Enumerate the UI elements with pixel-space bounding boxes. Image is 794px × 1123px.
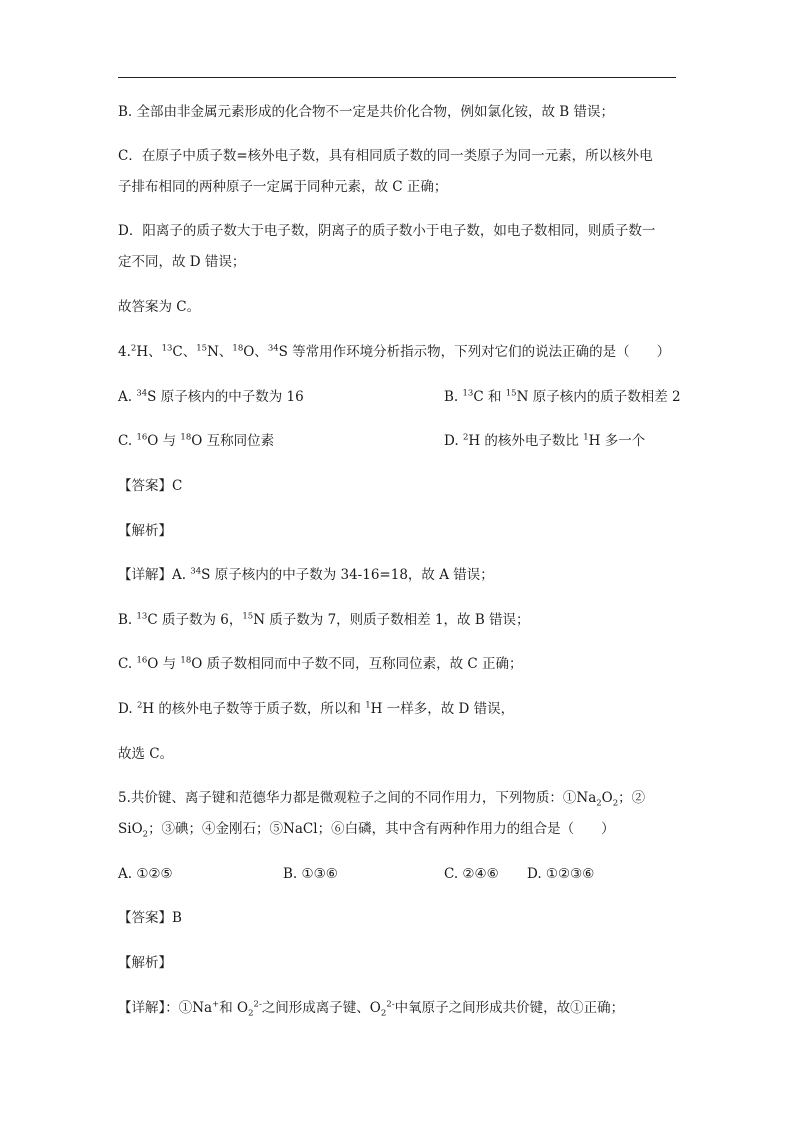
- q5-analysis-heading: 【解析】: [118, 955, 172, 971]
- q3-option-c-explanation-line1: C．在原子中质子数=核外电子数，具有相同质子数的同一类原子为同一元素，所以核外电: [118, 148, 653, 164]
- q5-stem-line1: 5.共价键、离子键和范德华力都是微观粒子之间的不同作用力，下列物质：$①Na_2O_2$；②: [118, 790, 646, 809]
- q5-option-b: B. ①③⑥: [283, 866, 338, 882]
- q4-explanation-b: B. $^{13}$C 质子数为 6，$^{15}$N 质子数为 7，则质子数相差 1，故 B 错误；: [118, 611, 530, 628]
- q4-option-a: A. $^{34}$S 原子核内的中子数为 16: [118, 388, 304, 405]
- q4-explanation-c: C. $^{16}$O 与 $^{18}$O 质子数相同而中子数不同，互称同位素，故 C 正确；: [118, 655, 523, 672]
- q3-option-b-explanation: B. 全部由非金属元素形成的化合物不一定是共价化合物，例如氯化铵，故 B 错误；: [118, 104, 615, 120]
- q5-option-c: C. ②④⑥: [444, 866, 499, 882]
- q5-stem-line2: SiO$_2$；③碘；④金刚石；⑤NaCl；⑥白磷，其中含有两种作用力的组合是（ ）: [118, 821, 615, 840]
- q4-option-c: C. $^{16}$O 与 $^{18}$O 互称同位素: [118, 432, 275, 449]
- q5-answer: 【答案】B: [118, 910, 182, 926]
- header-rule: [118, 77, 676, 78]
- q3-option-d-explanation-line1: D．阳离子的质子数大于电子数，阴离子的质子数小于电子数，如电子数相同，则质子数一: [118, 223, 656, 239]
- q5-option-a: A. ①②⑤: [118, 866, 173, 882]
- q3-conclusion: 故答案为 C。: [118, 299, 201, 315]
- q4-explanation-d: D. $^2$H 的核外电子数等于质子数，所以和 $^1$H 一样多，故 D 错误，: [118, 700, 515, 717]
- q5-option-d: D. ①②③⑥: [527, 866, 595, 882]
- q5-explanation-1: 【详解】：①Na+和 $O_2^{2-}$之间形成离子键、$O_2^{2-}$中氧原子之间形成共价键，故①正确；: [118, 999, 625, 1019]
- q4-stem: 4.$^2$H、$^{13}$C、$^{15}$N、$^{18}$O、$^{34}$S 等常用作环境分析指示物，下列对它们的说法正确的是（ ）: [118, 343, 671, 360]
- q4-conclusion: 故选 C。: [118, 746, 174, 762]
- q3-option-d-explanation-line2: 定不同，故 D 错误；: [118, 254, 246, 270]
- q4-answer: 【答案】C: [118, 478, 183, 494]
- q4-analysis-heading: 【解析】: [118, 523, 172, 539]
- q4-explanation-a: 【详解】A. $^{34}$S 原子核内的中子数为 34-16=18，故 A 错误；: [118, 566, 494, 583]
- q3-option-c-explanation-line2: 子排布相同的两种原子一定属于同种元素，故 C 正确；: [118, 179, 448, 195]
- q4-option-b: B. $^{13}$C 和 $^{15}$N 原子核内的质子数相差 2: [444, 388, 681, 405]
- q4-option-d: D. $^2$H 的核外电子数比 $^1$H 多一个: [444, 432, 646, 449]
